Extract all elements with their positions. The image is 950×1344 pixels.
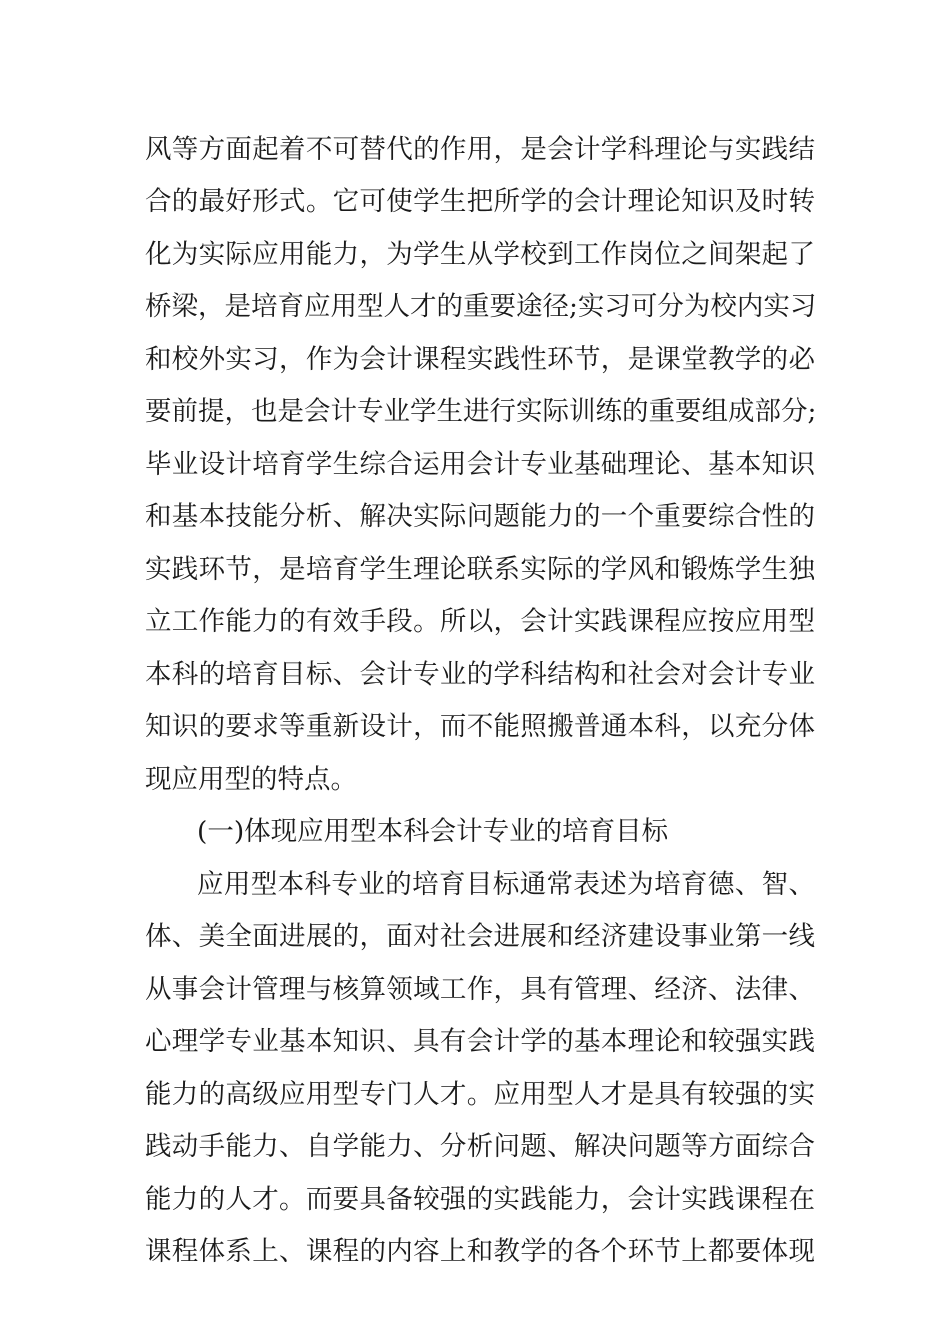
section-heading: (一)体现应用型本科会计专业的培育目标 bbox=[197, 816, 669, 847]
paragraph-line: 和校外实习，作为会计课程实践性环节，是课堂教学的必 bbox=[145, 344, 815, 375]
paragraph-line: 合的最好形式。它可使学生把所学的会计理论知识及时转 bbox=[145, 186, 815, 217]
paragraph-line: 能力的高级应用型专门人才。应用型人才是具有较强的实 bbox=[145, 1079, 815, 1110]
paragraph-line: 风等方面起着不可替代的作用，是会计学科理论与实践结 bbox=[145, 134, 815, 165]
paragraph-line: 桥梁，是培育应用型人才的重要途径;实习可分为校内实习 bbox=[145, 291, 817, 322]
paragraph-line: 要前提，也是会计专业学生进行实际训练的重要组成部分; bbox=[145, 396, 817, 427]
paragraph-line: 从事会计管理与核算领域工作，具有管理、经济、法律、 bbox=[145, 974, 815, 1005]
paragraph-line: 践动手能力、自学能力、分析问题、解决问题等方面综合 bbox=[145, 1131, 815, 1162]
paragraph-line: 实践环节，是培育学生理论联系实际的学风和锻炼学生独 bbox=[145, 554, 815, 585]
paragraph-line: 现应用型的特点。 bbox=[145, 764, 357, 795]
paragraph-line: 知识的要求等重新设计，而不能照搬普通本科，以充分体 bbox=[145, 711, 815, 742]
paragraph-line: 本科的培育目标、会计专业的学科结构和社会对会计专业 bbox=[145, 659, 815, 690]
paragraph-line: 心理学专业基本知识、具有会计学的基本理论和较强实践 bbox=[145, 1026, 815, 1057]
paragraph-line: 化为实际应用能力，为学生从学校到工作岗位之间架起了 bbox=[145, 239, 815, 270]
paragraph-line: 立工作能力的有效手段。所以，会计实践课程应按应用型 bbox=[145, 606, 815, 637]
paragraph-line: 应用型本科专业的培育目标通常表述为培育德、智、 bbox=[197, 869, 815, 900]
paragraph-line: 能力的人才。而要具备较强的实践能力，会计实践课程在 bbox=[145, 1184, 815, 1215]
paragraph-line: 体、美全面进展的，面对社会进展和经济建设事业第一线 bbox=[145, 921, 815, 952]
paragraph-line: 和基本技能分析、解决实际问题能力的一个重要综合性的 bbox=[145, 501, 815, 532]
paragraph-line: 毕业设计培育学生综合运用会计专业基础理论、基本知识 bbox=[145, 449, 815, 480]
paragraph-line: 课程体系上、课程的内容上和教学的各个环节上都要体现 bbox=[145, 1236, 815, 1267]
